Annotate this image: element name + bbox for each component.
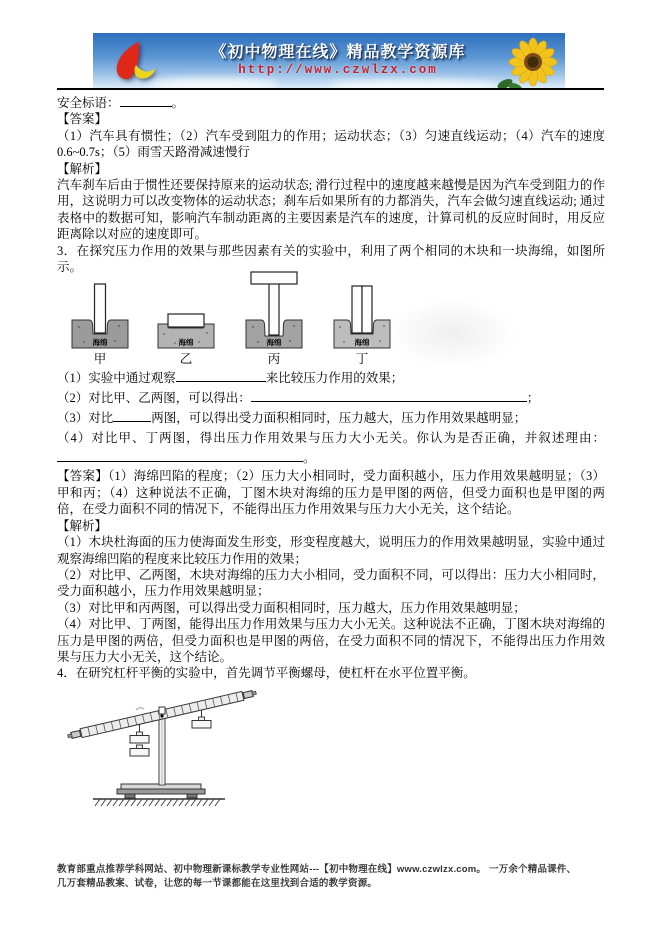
flame-logo-icon [109, 38, 159, 84]
question-text: （1）实验中通过观察 [57, 371, 176, 386]
q2-analysis-text: 汽车刹车后由于惯性还要保持原来的运动状态; 滑行过程中的速度越来越慢是因为汽车受到阻力的作用，这说明力可以改变物体的运动状态；刹车后如果所有的力都消失，汽车会做匀速直线运动; 通过表格中的数据可知，影响汽车制动距离的主要因素是汽车的速度，计算司机的反应时间时，用反应距离除以对应的速度即可。 [57, 178, 605, 242]
cloud-decoration [148, 78, 278, 88]
q3-answer-text [57, 468, 605, 517]
setup-yi [155, 282, 217, 366]
q3-question-3 [57, 408, 605, 428]
right-balance-nut-tip [252, 691, 257, 695]
q3-analysis-header: 【解析】 [57, 518, 108, 533]
setup-label-bing: 丙 [267, 352, 281, 367]
answer-blank [120, 94, 172, 107]
sponge-label: 海绵 [178, 338, 194, 348]
sponge-label: 海绵 [92, 338, 108, 348]
question-text: 。 [303, 451, 316, 466]
fulcrum-dot [160, 714, 163, 717]
q3-question-4 [57, 428, 605, 468]
base-foot [187, 794, 197, 798]
watermark [387, 298, 517, 368]
lever-balance-figure [65, 688, 605, 814]
question-text: （2）对比甲、乙两图，可以得出： [57, 391, 251, 406]
answer-blank [113, 409, 151, 422]
small-mark [136, 707, 144, 709]
right-balance-nut [243, 690, 253, 698]
answer-blank [176, 369, 266, 382]
setup-ding-drawing [331, 282, 393, 352]
left-balance-nut-tip [68, 734, 73, 738]
setup-label-jia: 甲 [93, 352, 107, 367]
answer-blank [57, 449, 303, 462]
question-text: ； [526, 391, 540, 406]
question-text: （3）对比 [57, 411, 114, 426]
q3-analysis-item-1: （1）木块杜海面的压力使海面发生形变，形变程度越大，说明压力的作用效果越明显，实验中通过观察海绵凹陷的程度来比较压力作用的效果； [57, 535, 605, 566]
footer-line-1: 教育部重点推荐学科网站、初中物理新课标教学专业性网站---【初中物理在线】www.czwlzx.com。 一万余个精品课件、 [57, 864, 577, 875]
q3-analysis-item-4: （4）对比甲、丁两图，能得出压力作用效果与压力大小无关。这种说法不正确，丁图木块对海绵的压力是甲图的两倍，但受力面积也是甲图的两倍，在受力面积不同的情况下，不能得出压力作用效果与压力大小无关，这个结论。 [57, 617, 605, 664]
q2-answer-text: （1）汽车具有惯性；（2）汽车受到阻力的作用；运动状态；（3）匀速直线运动；（4）汽车的速度0.6~0.7s；（5）雨雪天路滑减速慢行 [57, 128, 605, 160]
q3-answer-header: 【答案】 [57, 469, 108, 484]
setup-label-yi: 乙 [179, 352, 193, 367]
page-footer [57, 863, 609, 891]
q3-question-2 [57, 388, 605, 408]
right-weight [192, 717, 211, 728]
cloud-decoration [328, 80, 498, 88]
setup-yi-drawing [155, 282, 217, 352]
question-text: 两图，可以得出受力面积相同时，压力越大，压力作用效果越明显； [151, 411, 527, 426]
base-foot [125, 794, 135, 798]
setup-jia-drawing [69, 282, 131, 352]
document-body [57, 94, 605, 814]
pivot-pin [159, 707, 165, 714]
site-banner [93, 33, 565, 88]
setup-bing [243, 270, 305, 366]
safety-slogan-period: 。 [171, 96, 185, 110]
sponge-label: 海绵 [354, 338, 370, 348]
q3-answer-body: （1）海绵凹陷的程度；（2）压力大小相同时，受力面积越小，压力作用效果越明显；（3）甲和丙；（4）这种说法不正确，丁图木块对海绵的压力是甲图的两倍，但受力面积也是甲图的两倍，在受力面积不同的情况下，不能得出压力作用效果与压力大小无关，这个结论。 [57, 469, 605, 517]
sunflower-icon [491, 36, 561, 88]
answer-blank [251, 389, 527, 402]
left-weights [130, 732, 149, 756]
safety-slogan-line [57, 94, 605, 111]
safety-slogan-label: 安全标语： [57, 96, 120, 110]
q2-answer-header: 【答案】 [57, 112, 108, 127]
setup-jia [69, 282, 131, 366]
q2-analysis-header: 【解析】 [57, 161, 108, 176]
question-text: 来比较压力作用的效果； [265, 371, 404, 386]
question-text: （4）对比甲、丁两图，得出压力作用效果与压力大小无关。你认为是否正确，并叙述理由： [57, 431, 605, 446]
q3-analysis-item-2: （2）对比甲、乙两图，木块对海绵的压力大小相同，受力面积不同，可以得出：压力大小相同时，受力面积越小，压力作用效果越明显； [57, 567, 605, 599]
horizontal-rule [57, 88, 604, 90]
q3-question-1 [57, 368, 605, 388]
q3-analysis-item-3: （3）对比甲和丙两图，可以得出受力面积相同时，压力越大，压力作用效果越明显； [57, 600, 526, 615]
q4-stem: 4．在研究杠杆平衡的实验中，首先调节平衡螺母，使杠杆在水平位置平衡。 [57, 666, 476, 681]
sponge-label: 海绵 [266, 338, 282, 348]
pressure-experiment-figure [57, 278, 605, 366]
q3-stem: 3．在探究压力作用的效果与那些因素有关的实验中，利用了两个相同的木块和一块海绵，如图所示。 [57, 243, 605, 275]
site-url: http://www.czwlzx.com [238, 63, 438, 77]
setup-ding [331, 282, 393, 366]
site-title: 《初中物理在线》精品教学资源库 [210, 44, 466, 61]
setup-bing-drawing [243, 270, 305, 352]
ground-hatching [95, 799, 220, 806]
left-balance-nut [71, 730, 81, 738]
setup-label-ding: 丁 [355, 352, 369, 367]
lever-balance-drawing [65, 688, 315, 810]
base-lower [117, 789, 205, 794]
footer-line-2: 几万套精品教案、试卷，让您的每一节课都能在这里找到合适的教学资源。 [57, 878, 378, 889]
